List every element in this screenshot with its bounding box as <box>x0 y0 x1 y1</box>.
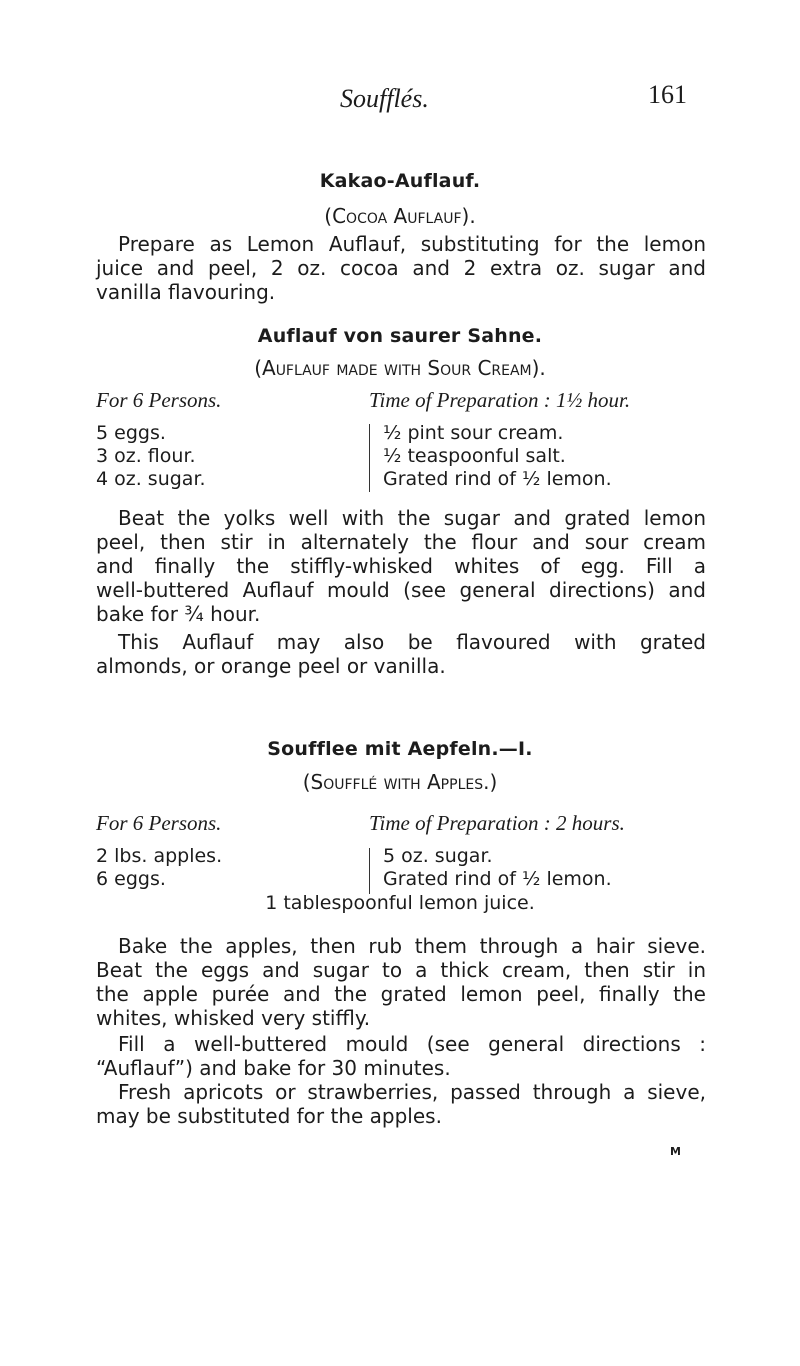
text-line: Prepare as Lemon Auflauf, substituting for the lemon <box>118 232 706 256</box>
ingredient: Grated rind of ½ lemon. <box>383 468 612 490</box>
ingredient: ½ pint sour cream. <box>383 422 564 444</box>
text-line: Fill a well-buttered mould (see general directions : <box>118 1032 706 1056</box>
ingredient-extra: 1 tablespoonful lemon juice. <box>265 892 535 914</box>
text-line: Bake the apples, then rub them through a hair sieve. <box>118 934 706 958</box>
text-line: juice and peel, 2 oz. cocoa and 2 extra oz. sugar and <box>96 256 706 280</box>
recipe3-note <box>96 1080 706 1128</box>
text-line: well-buttered Auflauf mould (see general directions) and <box>96 578 706 602</box>
text-line: almonds, or orange peel or vanilla. <box>96 654 446 678</box>
recipe2-note <box>96 630 706 678</box>
text-line: This Auflauf may also be flavoured with grated <box>118 630 706 654</box>
recipe3-instructions <box>96 934 706 1030</box>
ingredients-right <box>383 422 612 491</box>
text-line: Fresh apricots or strawberries, passed through a sieve, <box>118 1080 706 1104</box>
ingredient: 5 eggs. <box>96 422 166 444</box>
text-line: bake for ¾ hour. <box>96 602 261 626</box>
persons-count: For 6 Persons. <box>96 811 222 835</box>
ingredient: ½ teaspoonful salt. <box>383 445 566 467</box>
recipe-title-soufflee-aepfeln: Soufflee mit Aepfeln.—I. <box>267 738 533 760</box>
ingredients-left <box>96 845 222 891</box>
ingredient: 6 eggs. <box>96 868 166 890</box>
ingredient: 5 oz. sugar. <box>383 845 493 867</box>
column-divider <box>369 424 370 492</box>
ingredients-left <box>96 422 206 491</box>
page-number: 161 <box>648 80 687 109</box>
text-line: the apple purée and the grated lemon peel, finally the <box>96 982 706 1006</box>
recipe1-instructions <box>96 232 706 304</box>
text-line: whites, whisked very stiffly. <box>96 1006 371 1030</box>
recipe-title-kakao-auflauf: Kakao-Auflauf. <box>319 170 481 192</box>
text-line: peel, then stir in alternately the flour and sour cream <box>96 530 706 554</box>
recipe-subtitle-sour-cream: (Auflauf made with Sour Cream). <box>254 356 546 380</box>
recipe-title-auflauf-saurer-sahne: Auflauf von saurer Sahne. <box>257 325 543 347</box>
recipe-subtitle-cocoa-auflauf: (Cocoa Auflauf). <box>324 204 476 228</box>
recipe2-instructions <box>96 506 706 626</box>
recipe-subtitle-apples: (Soufflé with Apples.) <box>302 770 498 794</box>
column-divider <box>369 848 370 894</box>
ingredient: Grated rind of ½ lemon. <box>383 868 612 890</box>
ingredient: 2 lbs. apples. <box>96 845 223 867</box>
preparation-time: Time of Preparation : 1½ hour. <box>369 388 631 412</box>
preparation-time: Time of Preparation : 2 hours. <box>369 811 625 835</box>
signature-mark: M <box>670 1145 681 1158</box>
text-line: “Auflauf”) and bake for 30 minutes. <box>96 1056 451 1080</box>
text-line: Beat the yolks well with the sugar and grated lemon <box>118 506 706 530</box>
text-line: vanilla flavouring. <box>96 280 276 304</box>
running-title: Soufflés. <box>340 84 429 113</box>
ingredient: 3 oz. flour. <box>96 445 196 467</box>
ingredients-right <box>383 845 612 891</box>
text-line: may be substituted for the apples. <box>96 1104 442 1128</box>
recipe3-instructions-2 <box>96 1032 706 1080</box>
persons-count: For 6 Persons. <box>96 388 222 412</box>
text-line: and finally the stiffly-whisked whites of egg. Fill a <box>96 554 706 578</box>
ingredient: 4 oz. sugar. <box>96 468 206 490</box>
text-line: Beat the eggs and sugar to a thick cream, then stir in <box>96 958 706 982</box>
